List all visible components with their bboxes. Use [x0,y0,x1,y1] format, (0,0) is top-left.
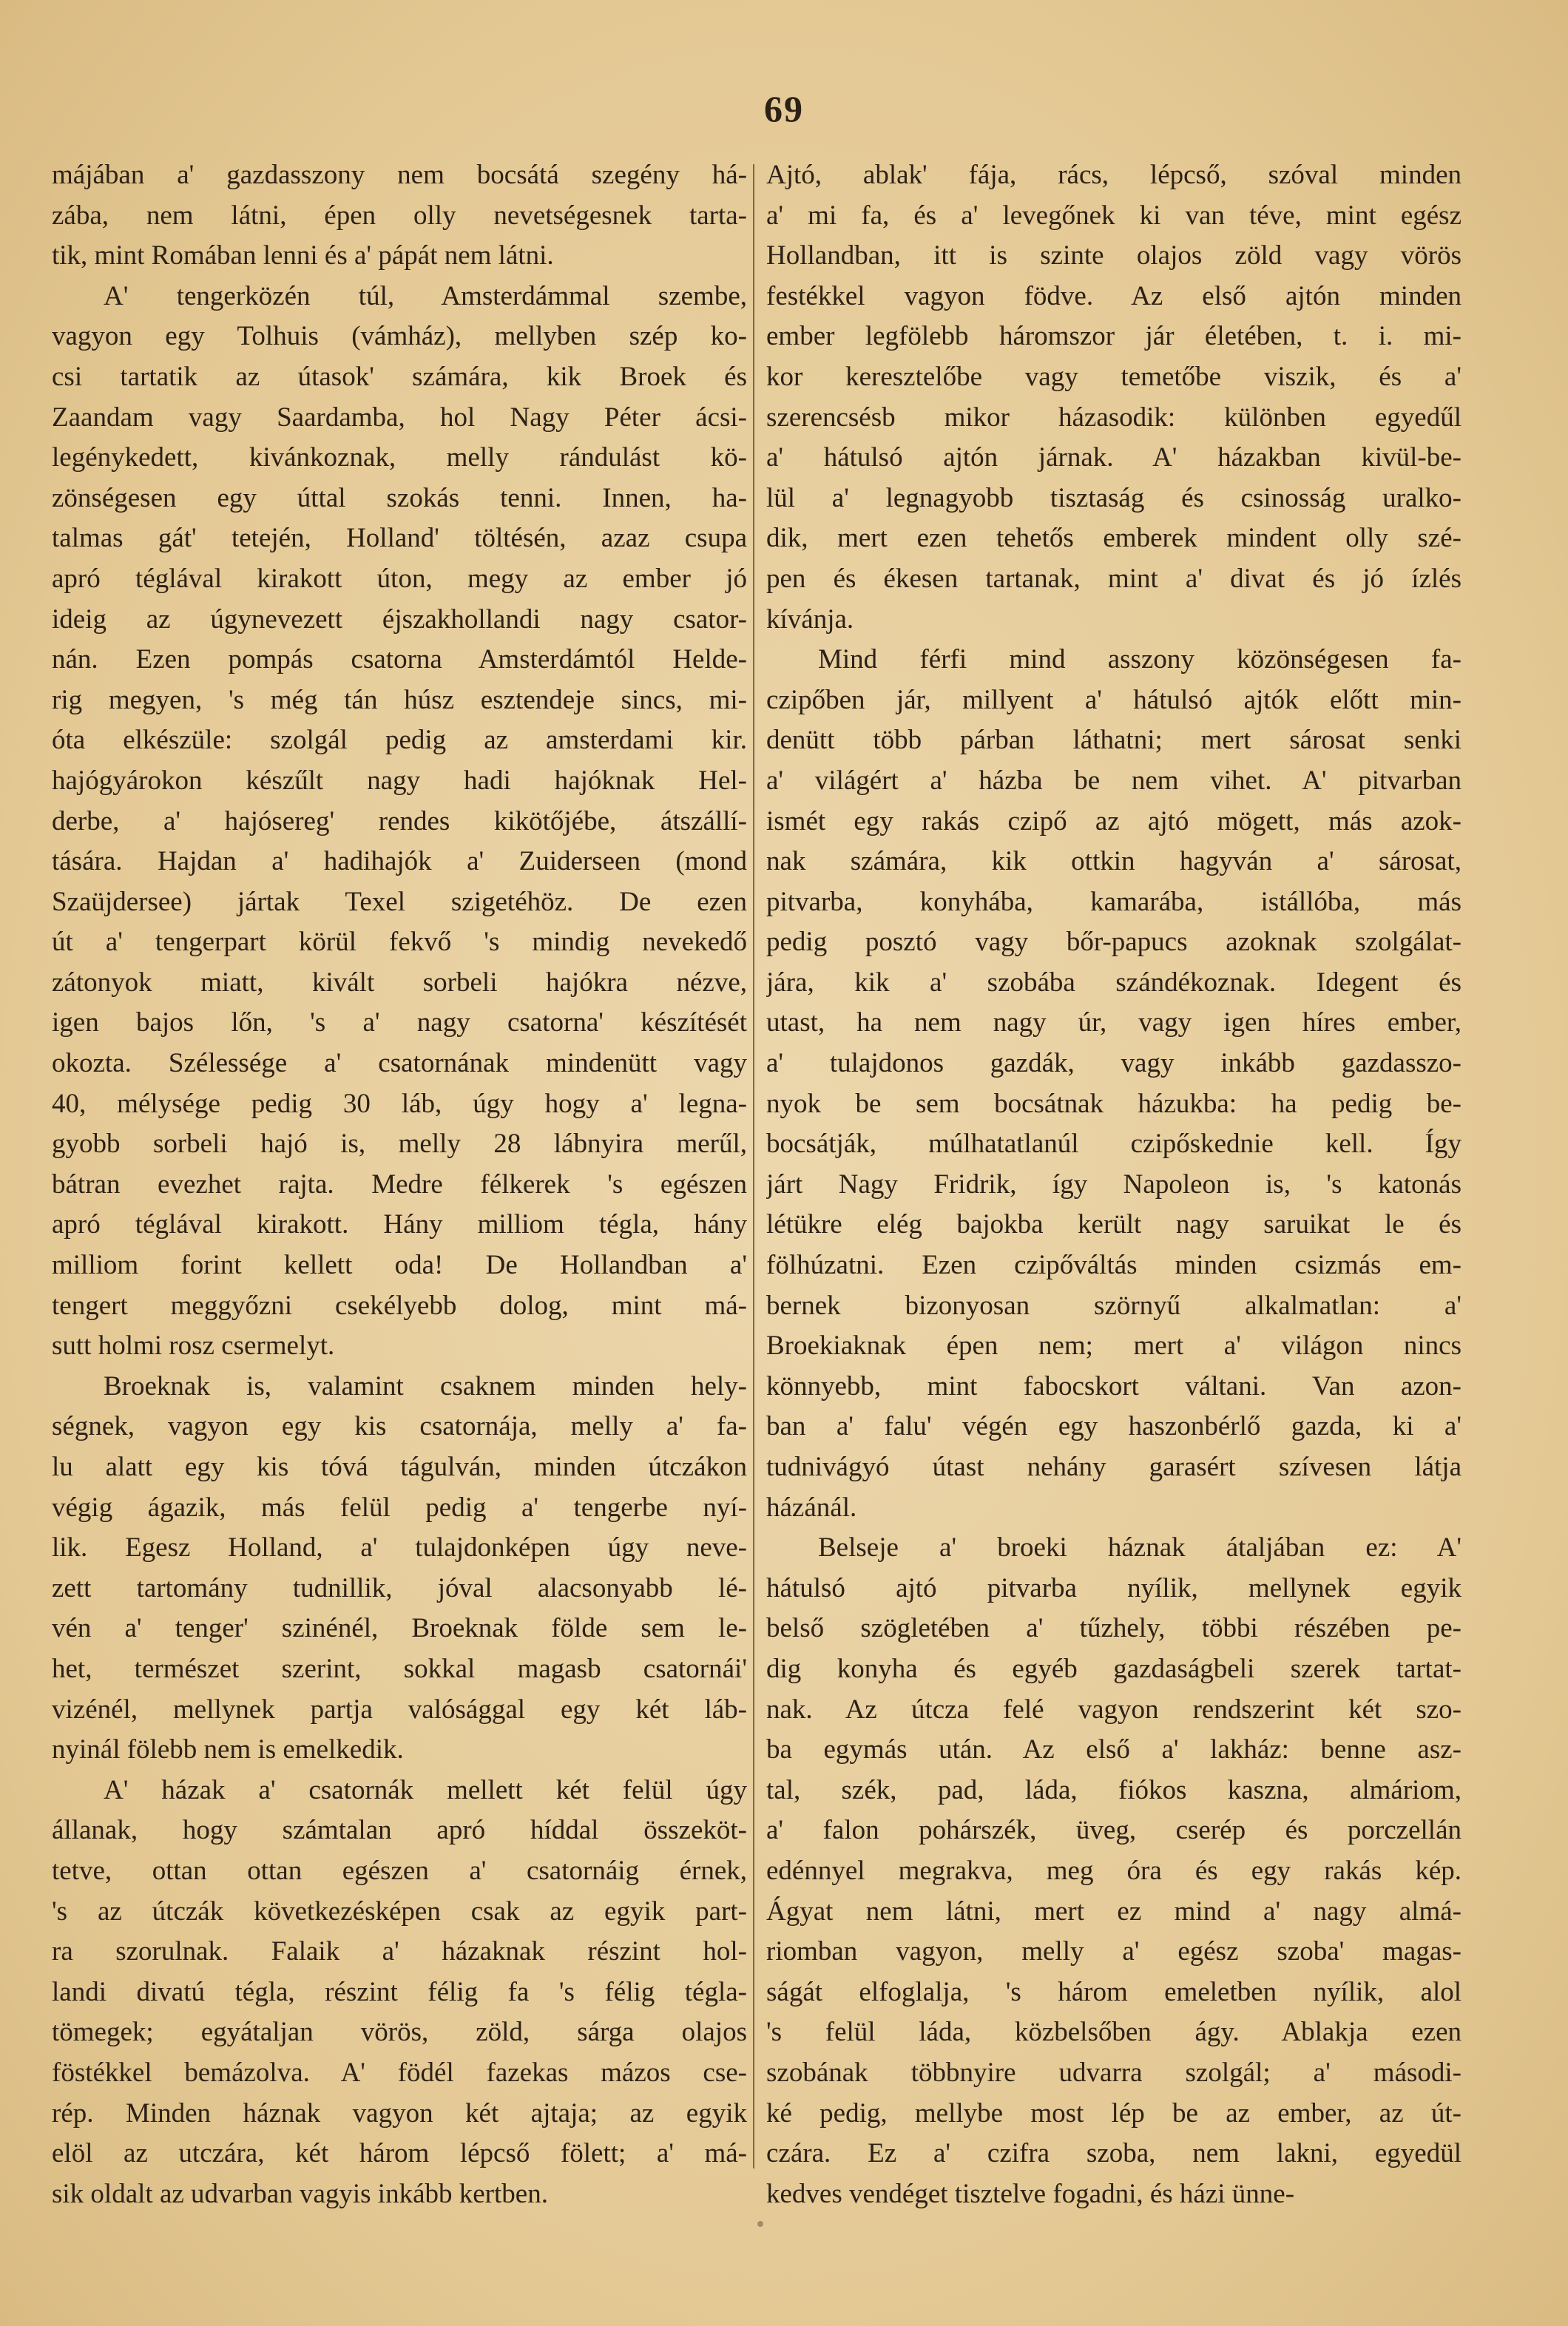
text-line: ban a' falu' végén egy haszonbérlő gazda, ki a' [766,1411,1461,1442]
text-line: tal, szék, pad, láda, fiókos kaszna, almáriom, [766,1774,1461,1805]
text-line: elöl az utczára, két három lépcső fölett; a' má- [52,2138,747,2169]
text-line: dik, mert ezen tehetős emberek mindent olly szé- [766,523,1461,554]
text-line: zönségesen egy úttal szokás tenni. Innen, ha- [52,482,747,513]
right-column [766,155,1461,2214]
text-line: tengert meggyőzni csekélyebb dolog, mint má- [52,1290,747,1321]
text-line: apró téglával kirakott úton, megy az ember jó [52,563,747,594]
text-line: Zaandam vagy Saardamba, hol Nagy Péter ácsi- [52,402,747,433]
text-line: 's felül láda, közbelsőben ágy. Ablakja ezen [766,2017,1461,2048]
text-line: festékkel vagyon födve. Az első ajtón minden [766,280,1461,311]
text-line: állanak, hogy számtalan apró híddal összeköt- [52,1815,747,1846]
text-line: kívánja. [766,604,854,635]
text-line: utast, ha nem nagy úr, vagy igen híres ember, [766,1007,1461,1038]
text-line: 40, mélysége pedig 30 láb, úgy hogy a' legna- [52,1088,747,1119]
text-line: denütt több párban láthatni; mert sárosat senki [766,725,1461,756]
text-line: lu alatt egy kis tóvá tágulván, minden útczákon [52,1452,747,1482]
text-line: pitvarba, konyhába, kamarába, istállóba, más [766,886,1461,917]
text-line: lül a' legnagyobb tisztaság és csinosság uralko- [766,482,1461,513]
text-line: zátonyok miatt, kivált sorbeli hajókra nézve, [52,967,747,998]
text-line: Mind férfi mind asszony közönségesen fa- [818,644,1461,675]
text-line: ismét egy rakás czipő az ajtó mögett, más azok- [766,805,1461,836]
text-line: tömegek; egyátaljan vörös, zöld, sárga olajos [52,2017,747,2048]
text-line: talmas gát' tetején, Holland' töltésén, azaz csupa [52,523,747,554]
text-line: riomban vagyon, melly a' egész szoba' magas- [766,1936,1461,1967]
ink-dot [757,2221,763,2227]
page-number: 69 [764,88,804,129]
text-line: czipőben jár, millyent a' hátulsó ajtók előtt min- [766,684,1461,715]
text-line: lik. Egesz Holland, a' tulajdonképen úgy neve- [52,1532,747,1563]
text-line: nak. Az útcza felé vagyon rendszerint két szo- [766,1694,1461,1725]
text-line: rép. Minden háznak vagyon két ajtaja; az egyik [52,2097,747,2129]
text-line: a' falon pohárszék, üveg, cserép és porczellán [766,1815,1461,1846]
text-line: apró téglával kirakott. Hány milliom tégla, hány [52,1209,747,1240]
text-line: kedves vendéget tisztelve fogadni, és házi ünne- [766,2178,1295,2209]
text-line: czára. Ez a' czifra szoba, nem lakni, egyedül [766,2138,1461,2169]
text-line: zába, nem látni, épen olly nevetségesnek tarta- [52,200,747,231]
text-line: bátran evezhet rajta. Medre félkerek 's egészen [52,1169,747,1200]
text-line: ké pedig, mellybe most lép be az ember, az út- [766,2097,1461,2129]
text-line: kor keresztelőbe vagy temetőbe viszik, és a' [766,361,1461,392]
text-line: út a' tengerpart körül fekvő 's mindig nevekedő [52,927,747,958]
text-line: tására. Hajdan a' hadihajók a' Zuiderseen (mond [52,846,747,877]
text-line: pedig posztó vagy bőr-papucs azoknak szolgálat- [766,927,1461,958]
text-line: Broekiaknak épen nem; mert a' világon nincs [766,1331,1461,1362]
text-line: derbe, a' hajósereg' rendes kikötőjébe, átszállí- [52,805,747,836]
text-line: fölhúzatni. Ezen czipőváltás minden csizmás em- [766,1250,1461,1281]
text-line: Belseje a' broeki háznak átaljában ez: A' [818,1532,1461,1563]
text-line: rig megyen, 's még tán húsz esztendeje sincs, mi- [52,684,747,715]
text-line: járt Nagy Fridrik, így Napoleon is, 's katonás [766,1169,1461,1200]
text-line: Hollandban, itt is szinte olajos zöld vagy vörös [766,240,1461,271]
text-line: sik oldalt az udvarban vagyis inkább kertben. [52,2178,548,2209]
text-line: tudnivágyó útast nehány garasért szívesen látja [766,1452,1461,1482]
text-line: vagyon egy Tolhuis (vámház), mellyben szép ko- [52,321,747,352]
text-line: májában a' gazdasszony nem bocsátá szegény há- [52,160,747,190]
text-line: bernek bizonyosan szörnyű alkalmatlan: a' [766,1290,1461,1321]
text-line: pen és ékesen tartanak, mint a' divat és jó ízlés [766,563,1461,594]
text-line: ra szorulnak. Falaik a' házaknak részint hol- [52,1936,747,1967]
text-line: jára, kik a' szobába szándékoznak. Idegent és [766,967,1461,998]
text-line: végig ágazik, más felül pedig a' tengerbe nyí- [52,1492,747,1523]
text-line: a' tulajdonos gazdák, vagy inkább gazdasszo- [766,1048,1461,1079]
text-line: a' hátulsó ajtón járnak. A' házakban kivül-be- [766,442,1461,473]
text-line: ségnek, vagyon egy kis csatornája, melly a' fa- [52,1411,747,1442]
text-line: landi divatú tégla, részint félig fa 's félig tégla- [52,1976,747,2007]
text-line: szerencsésb mikor házasodik: különben egyedűl [766,402,1461,433]
text-line: létükre elég bajokba került nagy saruikat le és [766,1209,1461,1240]
text-line: A' tengerközén túl, Amsterdámmal szembe, [104,280,747,311]
text-line: házánál. [766,1492,857,1523]
text-line: bocsátják, múlhatatlanúl czipőskednie kell. Így [766,1129,1461,1160]
text-line: nyok be sem bocsátnak házukba: ha pedig be- [766,1088,1461,1119]
text-line: 's az útczák következésképen csak az egyik part- [52,1896,747,1927]
text-line: edénnyel megrakva, meg óra és egy rakás kép. [766,1855,1461,1886]
text-line: belső szögletében a' tűzhely, többi részében pe- [766,1613,1461,1644]
text-line: a' mi fa, és a' levegőnek ki van téve, mint egész [766,200,1461,231]
text-line: óta elkészüle: szolgál pedig az amsterdami kir. [52,725,747,756]
text-line: Broeknak is, valamint csaknem minden hely- [104,1370,747,1402]
text-line: nyinál fölebb nem is emelkedik. [52,1734,404,1765]
text-line: tik, mint Romában lenni és a' pápát nem látni. [52,240,554,271]
text-line: ideig az úgynevezett éjszakhollandi nagy csator- [52,604,747,635]
text-line: tetve, ottan ottan egészen a' csatornáig érnek, [52,1855,747,1886]
text-line: Ágyat nem látni, mert ez mind a' nagy almá- [766,1896,1461,1927]
text-line: igen bajos lőn, 's a' nagy csatorna' készítését [52,1007,747,1038]
text-line: könnyebb, mint fabocskort váltani. Van azon- [766,1370,1461,1402]
text-line: A' házak a' csatornák mellett két felül úgy [104,1774,747,1805]
text-line: nak számára, kik ottkin hagyván a' sárosat, [766,846,1461,877]
text-line: dig konyha és egyéb gazdaságbeli szerek tartat- [766,1653,1461,1684]
text-line: Ajtó, ablak' fája, rács, lépcső, szóval minden [766,160,1461,190]
text-line: vizénél, mellynek partja valósággal egy két láb- [52,1694,747,1725]
text-line: hajógyárokon készűlt nagy hadi hajóknak Hel- [52,765,747,796]
text-line: okozta. Szélessége a' csatornának mindenütt vagy [52,1048,747,1079]
text-line: legénykedett, kivánkoznak, melly rándulást kö- [52,442,747,473]
left-column [52,155,747,2214]
text-line: Szaüjdersee) jártak Texel szigetéhöz. De ezen [52,886,747,917]
text-line: nán. Ezen pompás csatorna Amsterdámtól Helde- [52,644,747,675]
text-line: szobának többnyire udvarra szolgál; a' másodi- [766,2057,1461,2088]
text-line: het, természet szerint, sokkal magasb csatornái' [52,1653,747,1684]
text-line: ságát elfoglalja, 's három emeletben nyílik, alol [766,1976,1461,2007]
text-line: a' világért a' házba be nem vihet. A' pitvarban [766,765,1461,796]
column-divider [753,164,754,2168]
text-line: csi tartatik az útasok' számára, kik Broek és [52,361,747,392]
text-line: föstékkel bemázolva. A' födél fazekas mázos cse- [52,2057,747,2088]
text-line: gyobb sorbeli hajó is, melly 28 lábnyira merűl, [52,1129,747,1160]
text-line: milliom forint kellett oda! De Hollandban a' [52,1250,747,1281]
text-line: vén a' tenger' szinénél, Broeknak földe sem le- [52,1613,747,1644]
text-line: zett tartomány tudnillik, jóval alacsonyabb lé- [52,1572,747,1603]
text-line: ba egymás után. Az első a' lakház: benne asz- [766,1734,1461,1765]
text-line: ember legfölebb háromszor jár életében, t. i. mi- [766,321,1461,352]
text-line: sutt holmi rosz csermelyt. [52,1331,335,1362]
text-line: hátulsó ajtó pitvarba nyílik, mellynek egyik [766,1572,1461,1603]
